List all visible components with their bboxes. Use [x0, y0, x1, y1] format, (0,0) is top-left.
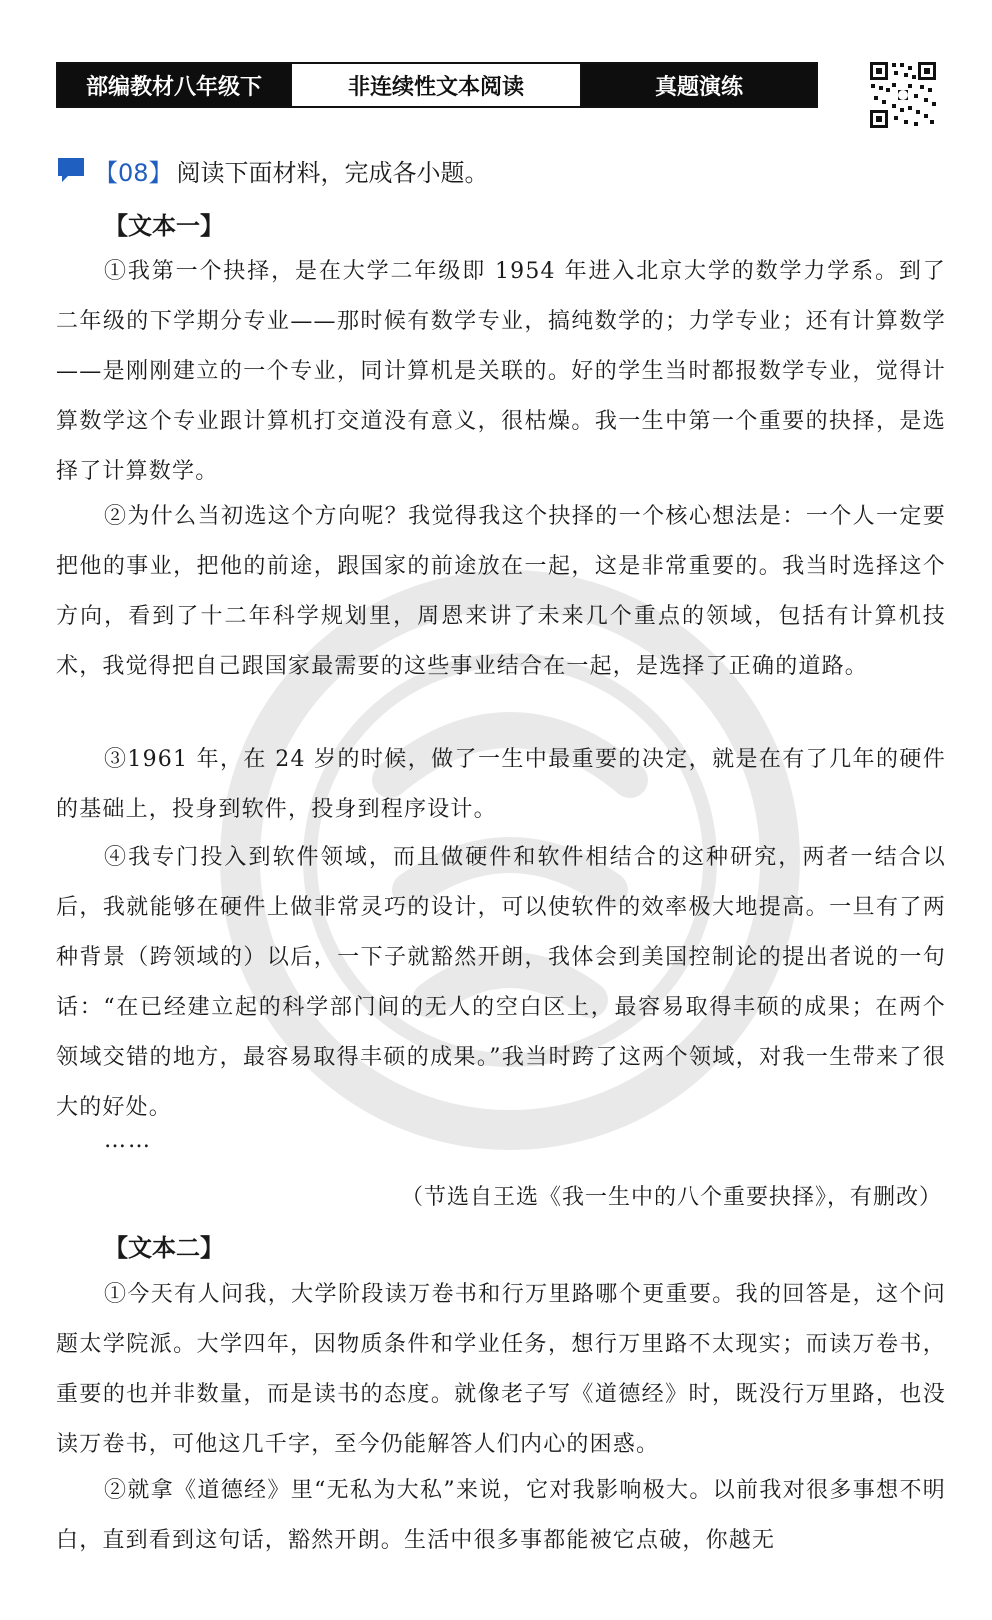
qr-code	[868, 60, 938, 130]
question-number: 【08】	[94, 158, 173, 187]
header-bar	[56, 62, 818, 108]
question-prompt: 阅读下面材料，完成各小题。	[176, 158, 489, 187]
text2-title: 【文本二】	[104, 1234, 224, 1262]
header-grade: 部编教材八年级下	[58, 64, 290, 106]
bookmark-icon	[56, 156, 86, 184]
text1-paragraph-3: ③1961 年，在 24 岁的时候，做了一生中最重要的决定，就是在有了几年的硬件的基础上，投身到软件，投身到程序设计。	[56, 747, 946, 822]
text1-title: 【文本一】	[104, 212, 224, 240]
text1-paragraph-4: ④我专门投入到软件领域，而且做硬件和软件相结合的这种研究，两者一结合以后，我就能够在硬件上做非常灵巧的设计，可以使软件的效率极大地提高。一旦有了两种背景（跨领域的）以后，一下子就豁然开朗，我体会到美国控制论的提出者说的一句话：“在已经建立起的科学部门间的无人的空白区上，最容易取得丰硕的成果；在两个领域交错的地方，最容易取得丰硕的成果。”我当时跨了这两个领域，对我一生带来了很大的好处。	[56, 845, 946, 1120]
text2-paragraph-2: ②就拿《道德经》里“无私为大私”来说，它对我影响极大。以前我对很多事想不明白，直到看到这句话，豁然开朗。生活中很多事都能被它点破，你越无	[56, 1478, 946, 1553]
question-heading	[56, 150, 489, 190]
ellipsis: ……	[104, 1128, 152, 1153]
header-practice: 真题演练	[582, 64, 816, 106]
text1-paragraph-2: ②为什么当初选这个方向呢？我觉得我这个抉择的一个核心想法是：一个人一定要把他的事业，把他的前途，跟国家的前途放在一起，这是非常重要的。我当时选择这个方向，看到了十二年科学规划里，周恩来讲了未来几个重点的领域，包括有计算机技术，我觉得把自己跟国家最需要的这些事业结合在一起，是选择了正确的道路。	[56, 504, 946, 679]
text1-source: （节选自王选《我一生中的八个重要抉择》，有删改）	[400, 1185, 942, 1210]
text2-paragraph-1: ①今天有人问我，大学阶段读万卷书和行万里路哪个更重要。我的回答是，这个问题太学院派。大学四年，因物质条件和学业任务，想行万里路不太现实；而读万卷书，重要的也并非数量，而是读书的态度。就像老子写《道德经》时，既没行万里路，也没读万卷书，可他这几千字，至今仍能解答人们内心的困惑。	[56, 1282, 946, 1457]
text1-paragraph-1: ①我第一个抉择，是在大学二年级即 1954 年进入北京大学的数学力学系。到了二年级的下学期分专业——那时候有数学专业，搞纯数学的；力学专业；还有计算数学——是刚刚建立的一个专业，同计算机是关联的。好的学生当时都报数学专业，觉得计算数学这个专业跟计算机打交道没有意义，很枯燥。我一生中第一个重要的抉择，是选择了计算数学。	[56, 259, 946, 484]
header-topic: 非连续性文本阅读	[290, 64, 582, 106]
